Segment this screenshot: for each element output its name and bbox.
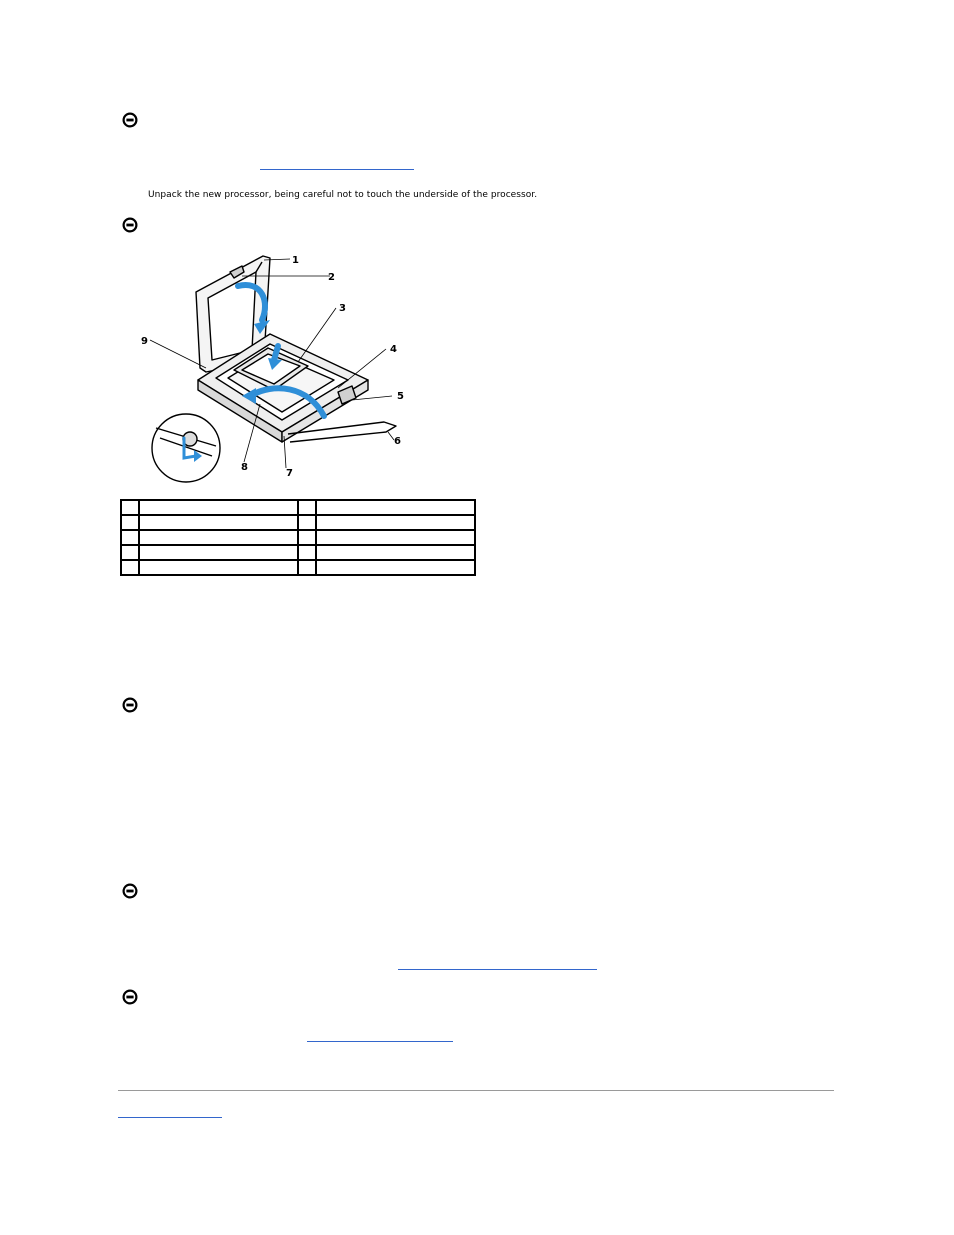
callout-9: 9 <box>141 336 148 347</box>
callout-4: 4 <box>390 344 397 355</box>
callout-1: 1 <box>292 255 299 266</box>
callout-table <box>120 499 476 576</box>
callout-3: 3 <box>339 303 346 314</box>
back-to-top-link[interactable] <box>118 1117 222 1118</box>
callout-5: 5 <box>397 391 404 402</box>
table-row <box>121 545 475 560</box>
callout-6: 6 <box>394 436 401 447</box>
callout-2: 2 <box>328 272 335 283</box>
notice-icon <box>122 883 138 899</box>
instruction-unpack: Unpack the new processor, being careful not to touch the underside of the processor. <box>148 190 538 200</box>
processor-installation-figure <box>138 250 410 486</box>
link-underline[interactable] <box>307 1041 453 1042</box>
notice-icon <box>122 217 138 233</box>
table-row <box>121 515 475 530</box>
callout-7: 7 <box>286 468 293 479</box>
link-underline[interactable] <box>260 169 414 170</box>
section-divider <box>118 1090 834 1091</box>
notice-icon <box>122 697 138 713</box>
table-row <box>121 560 475 575</box>
notice-icon <box>122 112 138 128</box>
table-row <box>121 530 475 545</box>
notice-icon <box>122 989 138 1005</box>
callout-8: 8 <box>241 462 248 473</box>
link-underline[interactable] <box>398 969 597 970</box>
table-row <box>121 500 475 515</box>
